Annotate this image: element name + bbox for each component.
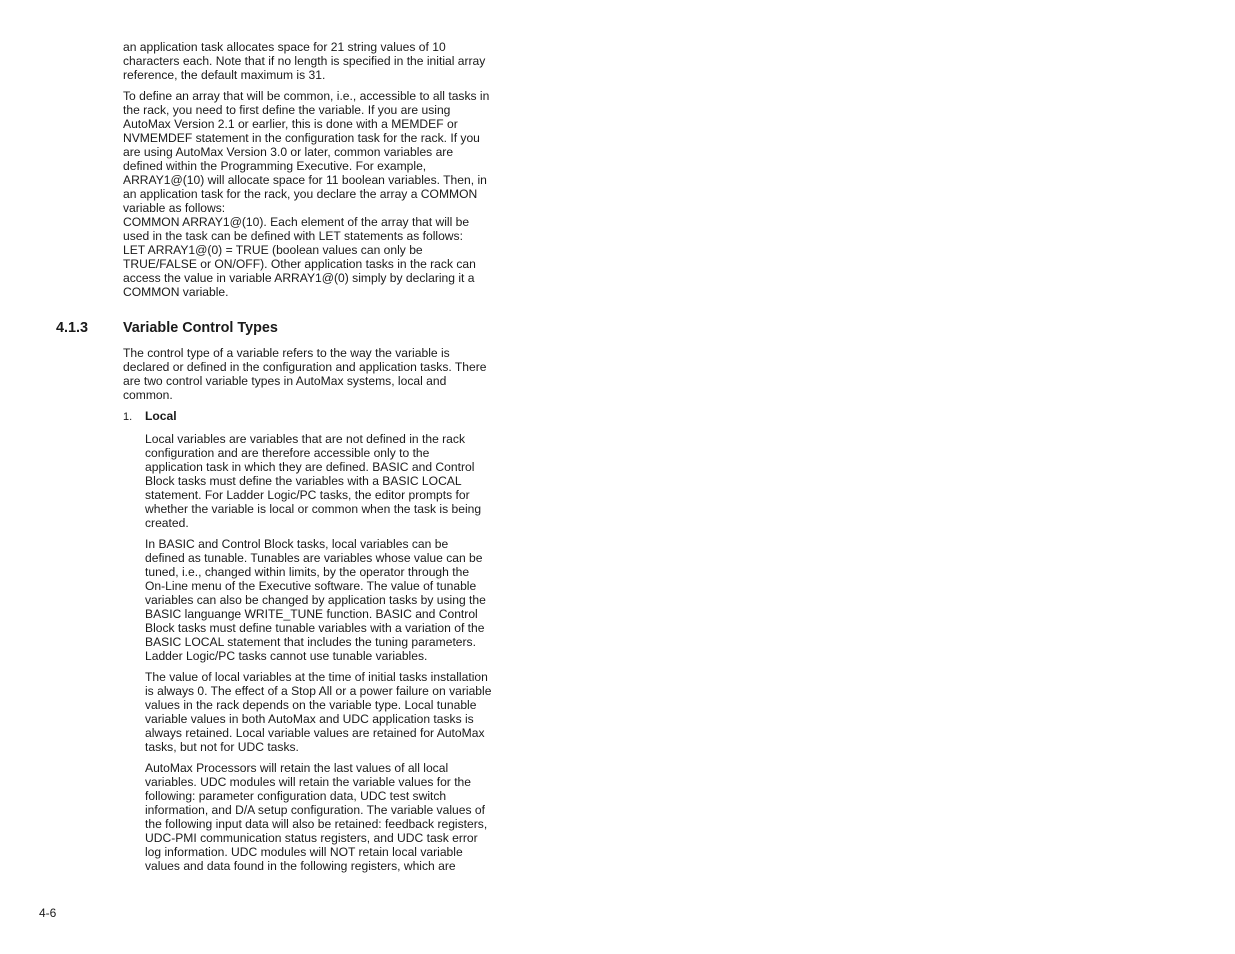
section-title: Variable Control Types [123, 320, 278, 336]
paragraph-local-definition: Local variables are variables that are not defined in the rack configuration and are therefore accessible only to the application task in which they are defined. BASIC and Control Block tasks must define the variables with a BASIC LOCAL statement. For Ladder Logic/PC tasks, the editor prompts for whether the variable is local or common when the task is being created. [145, 432, 482, 530]
list-item-body [123, 432, 508, 873]
list-item-title: Local [145, 409, 177, 423]
list-item-heading [123, 409, 508, 424]
list-item-number: 1. [123, 411, 133, 423]
section-number: 4.1.3 [56, 320, 89, 336]
paragraph-retained-values: AutoMax Processors will retain the last values of all local variables. UDC modules will retain the variable values for the following: parameter configuration data, UDC test switch information, and D/A setup configuration. The variable values of the following input data will also be retained: feedback registers, UDC-PMI communication status registers, and UDC task error log information. UDC modules will NOT retain local variable values and data found in the following registers, which are [145, 761, 488, 873]
page-number: 4-6 [39, 906, 57, 920]
paragraph-initial-values: The value of local variables at the time of initial tasks installation is always 0. The effect of a Stop All or a power failure on variable values in the rack depends on the variable type. Local tunable variable values in both AutoMax and UDC application tasks is always retained. Local variable values are retained for AutoMax tasks, but not for UDC tasks. [145, 670, 492, 754]
paragraph-array-length: an application task allocates space for 21 string values of 10 characters each. Note that if no length is specified in the initial array reference, the default maximum is 31. [123, 40, 486, 82]
text-column-bottom [123, 346, 508, 880]
paragraph-common-array: To define an array that will be common, i.e., accessible to all tasks in the rack, you need to first define the variable. If you are using AutoMax Version 2.1 or earlier, this is done with a MEMDEF or NVMEMDEF statement in the configuration task for the rack. If you are using AutoMax Version 3.0 or later, common variables are defined within the Programming Executive. For example, ARRAY1@(10) will allocate space for 11 boolean variables. Then, in an application task for the rack, you declare the array a COMMON variable as follows: COMMON ARRAY1@(10). Each element of the array that will be used in the task can be defined with LET statements as follows: LET ARRAY1@(0) = TRUE (boolean values can only be TRUE/FALSE or ON/OFF). Other application tasks in the rack can access the value in variable ARRAY1@(0) simply by declaring it a COMMON variable. [123, 89, 490, 299]
text-column-top [123, 40, 508, 306]
paragraph-control-type: The control type of a variable refers to the way the variable is declared or defined in the configuration and application tasks. There are two control variable types in AutoMax systems, local and common. [123, 346, 487, 402]
paragraph-tunables: In BASIC and Control Block tasks, local variables can be defined as tunable. Tunables are variables whose value can be tuned, i.e., changed within limits, by the operator through the On-Line menu of the Executive software. The value of tunable variables can also be changed by application tasks by using the BASIC languange WRITE_TUNE function. BASIC and Control Block tasks must define tunable variables with a variation of the BASIC LOCAL statement that includes the tuning parameters. Ladder Logic/PC tasks cannot use tunable variables. [145, 537, 486, 663]
